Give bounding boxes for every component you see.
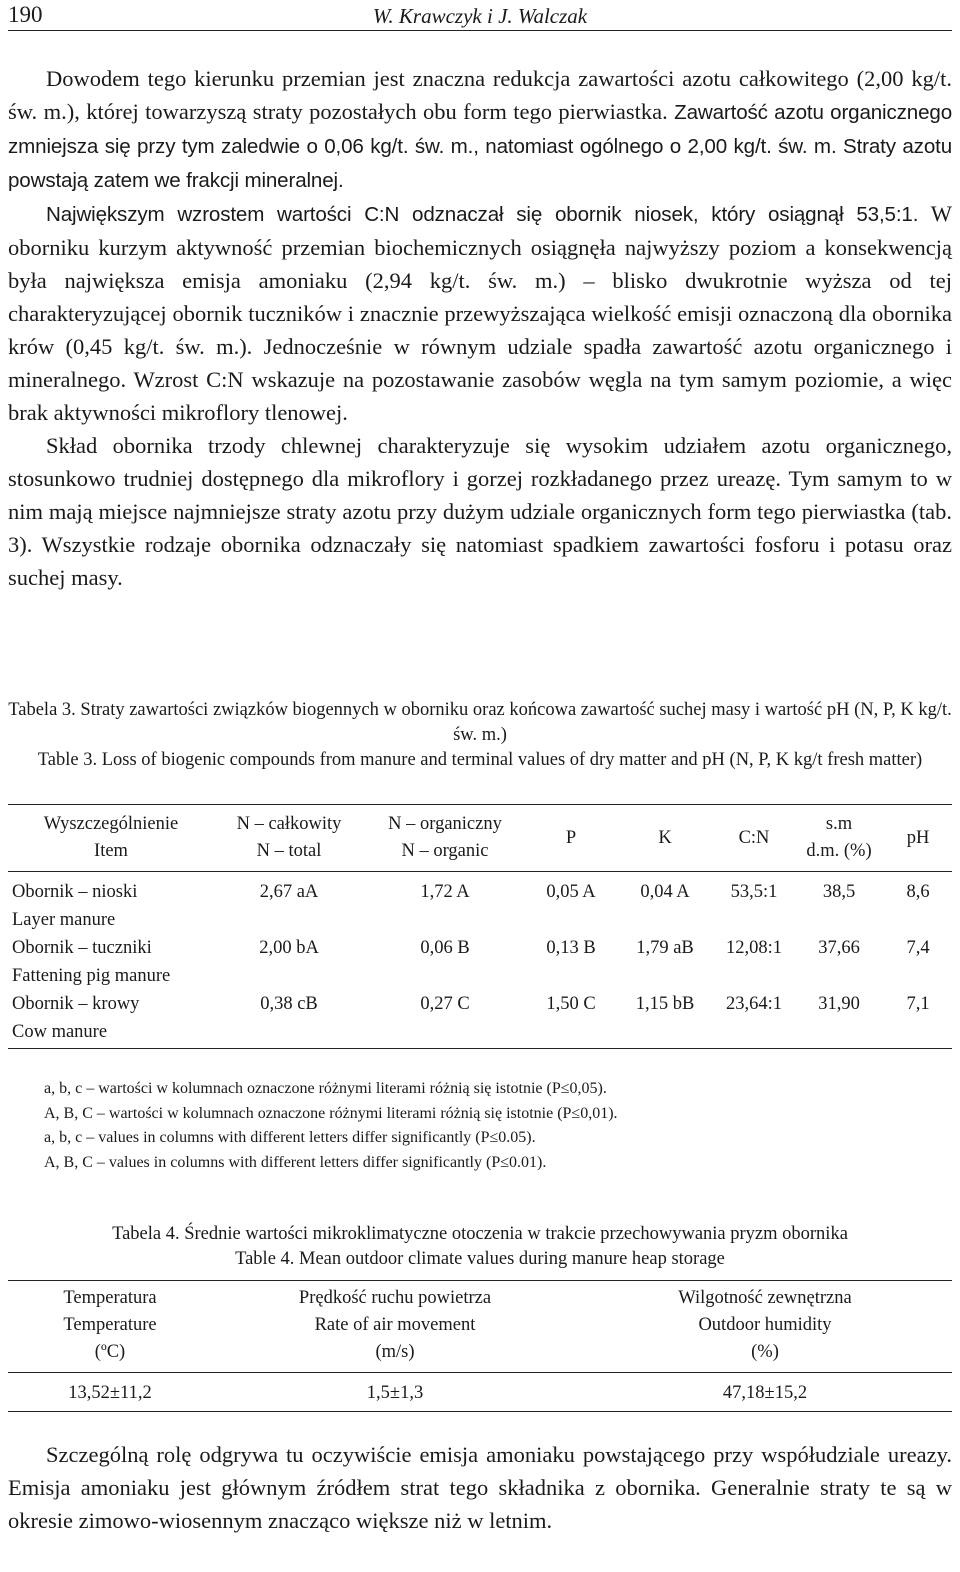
cell-cn: 53,5:1 (730, 882, 778, 902)
table-row (8, 990, 952, 1049)
cell-p: 0,13 B (546, 938, 596, 958)
table4 (8, 1280, 952, 1412)
cell-cn: 23,64:1 (714, 990, 794, 1049)
cell-dm: 37,66 (818, 938, 860, 958)
page-number: 190 (8, 2, 43, 27)
cell-ph: 7,4 (906, 938, 930, 958)
paragraph-1-sans: Zawartość azotu organicznego zmniejsza się przy tym zaledwie o 0,06 kg/t. św. m., natomiast ogólnego o 2,00 kg/t. św. m. Straty azotu powstają zatem we frakcji mineralnej. (8, 101, 952, 192)
table3-notes (44, 1077, 944, 1175)
row-item: Obornik – krowy Cow manure (8, 990, 214, 1049)
cell-n-total: 2,00 bA (259, 938, 319, 958)
table-row (8, 872, 952, 935)
table3-caption-pl: Tabela 3. Straty zawartości związków biogennych w oborniku oraz końcowa zawartość suchej masy i wartość pH (N, P, K kg/t. św. m.) (8, 700, 952, 745)
running-head: W. Krawczyk i J. Walczak (372, 4, 588, 28)
table3-header-n-organic: N – organiczny N – organic (364, 805, 526, 872)
table3-header-cn: C:N (714, 805, 794, 872)
table3-header-row (8, 805, 952, 872)
table4-header-air: Prędkość ruchu powietrza Rate of air movement (m/s) (212, 1281, 578, 1373)
cell-n-organic: 0,27 C (364, 990, 526, 1049)
table3-note: A, B, C – wartości w kolumnach oznaczone różnymi literami różnią się istotnie (P≤0,01). (44, 1104, 618, 1122)
table4-header-row (8, 1281, 952, 1373)
page-header (8, 0, 952, 31)
table4-caption (8, 1222, 952, 1272)
body-text-bottom (8, 1438, 952, 1537)
body-text-top (8, 62, 952, 594)
table3-header-dm: s.m d.m. (%) (794, 805, 884, 872)
paragraph-4: Szczególną rolę odgrywa tu oczywiście emisja amoniaku powstającego przy współudziale ureazy. Emisja amoniaku jest głównym źródłem strat tego składnika z obornika. Generalnie straty te są w okresie zimowo-wiosennym znacząco większe niż w letnim. (8, 1442, 952, 1533)
paragraph-1-serif: Dowodem tego kierunku przemian jest znaczna redukcja zawartości azotu całkowitego (2,00 kg/t. św. m.), której towarzyszą straty pozostałych obu form tego pierwiastka. (8, 66, 952, 124)
cell-n-total: 2,67 aA (259, 882, 319, 902)
cell-temperature: 13,52±11,2 (8, 1373, 212, 1412)
cell-p: 0,05 A (546, 882, 596, 902)
cell-humidity: 47,18±15,2 (578, 1373, 952, 1412)
row-item: Obornik – nioski Layer manure (12, 882, 138, 930)
cell-dm: 38,5 (822, 882, 856, 902)
cell-p: 1,50 C (526, 990, 616, 1049)
table3-note: A, B, C – values in columns with different letters differ significantly (P≤0.01). (44, 1153, 547, 1171)
table4-caption-pl: Tabela 4. Średnie wartości mikroklimatyczne otoczenia w trakcie przechowywania pryzm obornika (112, 1224, 848, 1244)
row-item: Obornik – tuczniki Fattening pig manure (12, 938, 171, 986)
table3 (8, 804, 952, 1049)
table3-header-p: P (526, 805, 616, 872)
table3-header-n-total: N – całkowity N – total (214, 805, 364, 872)
cell-k: 1,15 bB (616, 990, 714, 1049)
cell-n-total: 0,38 cB (214, 990, 364, 1049)
table3-caption (8, 698, 952, 773)
table3-note: a, b, c – wartości w kolumnach oznaczone różnymi literami różnią się istotnie (P≤0,05). (44, 1080, 607, 1097)
paragraph-3: Skład obornika trzody chlewnej charakteryzuje się wysokim udziałem azotu organicznego, stosunkowo trudniej dostępnego dla mikroflory i gorzej rozkładanego przez ureazę. Tym samym to w nim mają miejsce najmniejsze straty azotu przy dużym udziale organicznych form tego pierwiastka (tab. 3). Wszystkie rodzaje obornika odznaczały się natomiast spadkiem zawartości fosforu i potasu oraz suchej masy. (8, 433, 952, 590)
paragraph-2-sans: Największym wzrostem wartości C:N odznaczał się obornik niosek, który osiągnął 53,5:1. (46, 203, 919, 226)
table-row (8, 1373, 952, 1412)
paragraph-1 (8, 62, 952, 197)
table3-caption-en: Table 3. Loss of biogenic compounds from manure and terminal values of dry matter and pH (N, P, K kg/t fresh matter) (37, 750, 923, 770)
table4-header-humidity: Wilgotność zewnętrzna Outdoor humidity (%) (578, 1281, 952, 1373)
paragraph-2-serif: W oborniku kurzym aktywność przemian biochemicznych osiągnęła najwyższy poziom a konsekwencją była największa emisja amoniaku (2,94 kg/t. św. m.) – blisko dwukrotnie wyższa od tej charakteryzującej obornik tuczników i znacznie przewyższająca wielkość emisji oznaczoną dla obornika krów (0,45 kg/t. św. m.). Jednocześnie w równym udziale spadła zawartość azotu organicznego i mineralnego. Wzrost C:N wskazuje na pozostawanie zasobów węgla na tym samym poziomie, a więc brak aktywności mikroflory tlenowej. (8, 201, 953, 425)
table3-header-ph: pH (884, 805, 952, 872)
cell-n-organic: 0,06 B (420, 938, 470, 958)
cell-cn: 12,08:1 (725, 938, 782, 958)
cell-k: 1,79 aB (636, 938, 694, 958)
cell-ph: 7,1 (884, 990, 952, 1049)
cell-ph: 8,6 (906, 882, 930, 902)
paragraph-2 (8, 197, 952, 429)
cell-air: 1,5±1,3 (212, 1373, 578, 1412)
table4-header-temperature: Temperatura Temperature (ºC) (8, 1281, 212, 1373)
cell-dm: 31,90 (794, 990, 884, 1049)
table4-caption-en: Table 4. Mean outdoor climate values during manure heap storage (235, 1249, 725, 1269)
table-row (8, 934, 952, 990)
cell-k: 0,04 A (640, 882, 690, 902)
table3-header-item: Wyszczególnienie Item (8, 805, 214, 872)
table3-header-k: K (616, 805, 714, 872)
table3-note: a, b, c – values in columns with different letters differ significantly (P≤0.05). (44, 1129, 536, 1146)
cell-n-organic: 1,72 A (420, 882, 470, 902)
